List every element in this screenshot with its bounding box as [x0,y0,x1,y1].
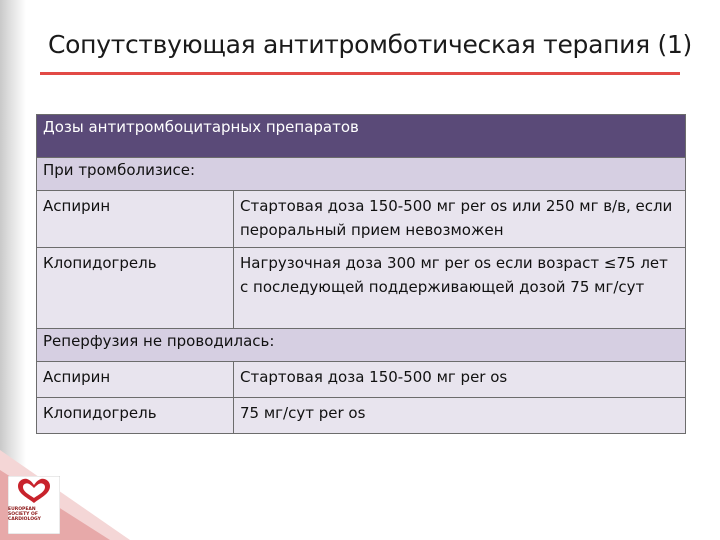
table-row [37,398,686,434]
section-row-thrombolysis [37,158,686,191]
table-header-cell: Дозы антитромбоцитарных препаратов [37,115,686,158]
section-label-thrombolysis: При тромболизисе: [37,158,686,191]
table-row [37,248,686,329]
dose-cell: 75 мг/сут per os [234,398,686,434]
title-underline [40,72,680,75]
drug-name-cell: Аспирин [37,191,234,248]
drug-name-cell: Клопидогрель [37,248,234,329]
esc-logo-text: EUROPEAN SOCIETY OF CARDIOLOGY [8,507,41,522]
table-row [37,191,686,248]
dose-cell: Стартовая доза 150-500 мг per os или 250 мг в/в, если пероральный прием невозможен [234,191,686,248]
table-header-row [37,115,686,158]
table-row [37,362,686,398]
dose-cell: Стартовая доза 150-500 мг per os [234,362,686,398]
section-label-no-reperfusion: Реперфузия не проводилась: [37,329,686,362]
drug-name-cell: Клопидогрель [37,398,234,434]
antiplatelet-dose-table [36,114,686,434]
section-row-no-reperfusion [37,329,686,362]
drug-name-cell: Аспирин [37,362,234,398]
slide-title: Сопутствующая антитромботическая терапия (1) [48,30,693,59]
esc-logo-icon [8,476,60,534]
dose-cell: Нагрузочная доза 300 мг per os если возраст ≤75 лет с последующей поддерживающей дозой 75 мг/сут [234,248,686,329]
